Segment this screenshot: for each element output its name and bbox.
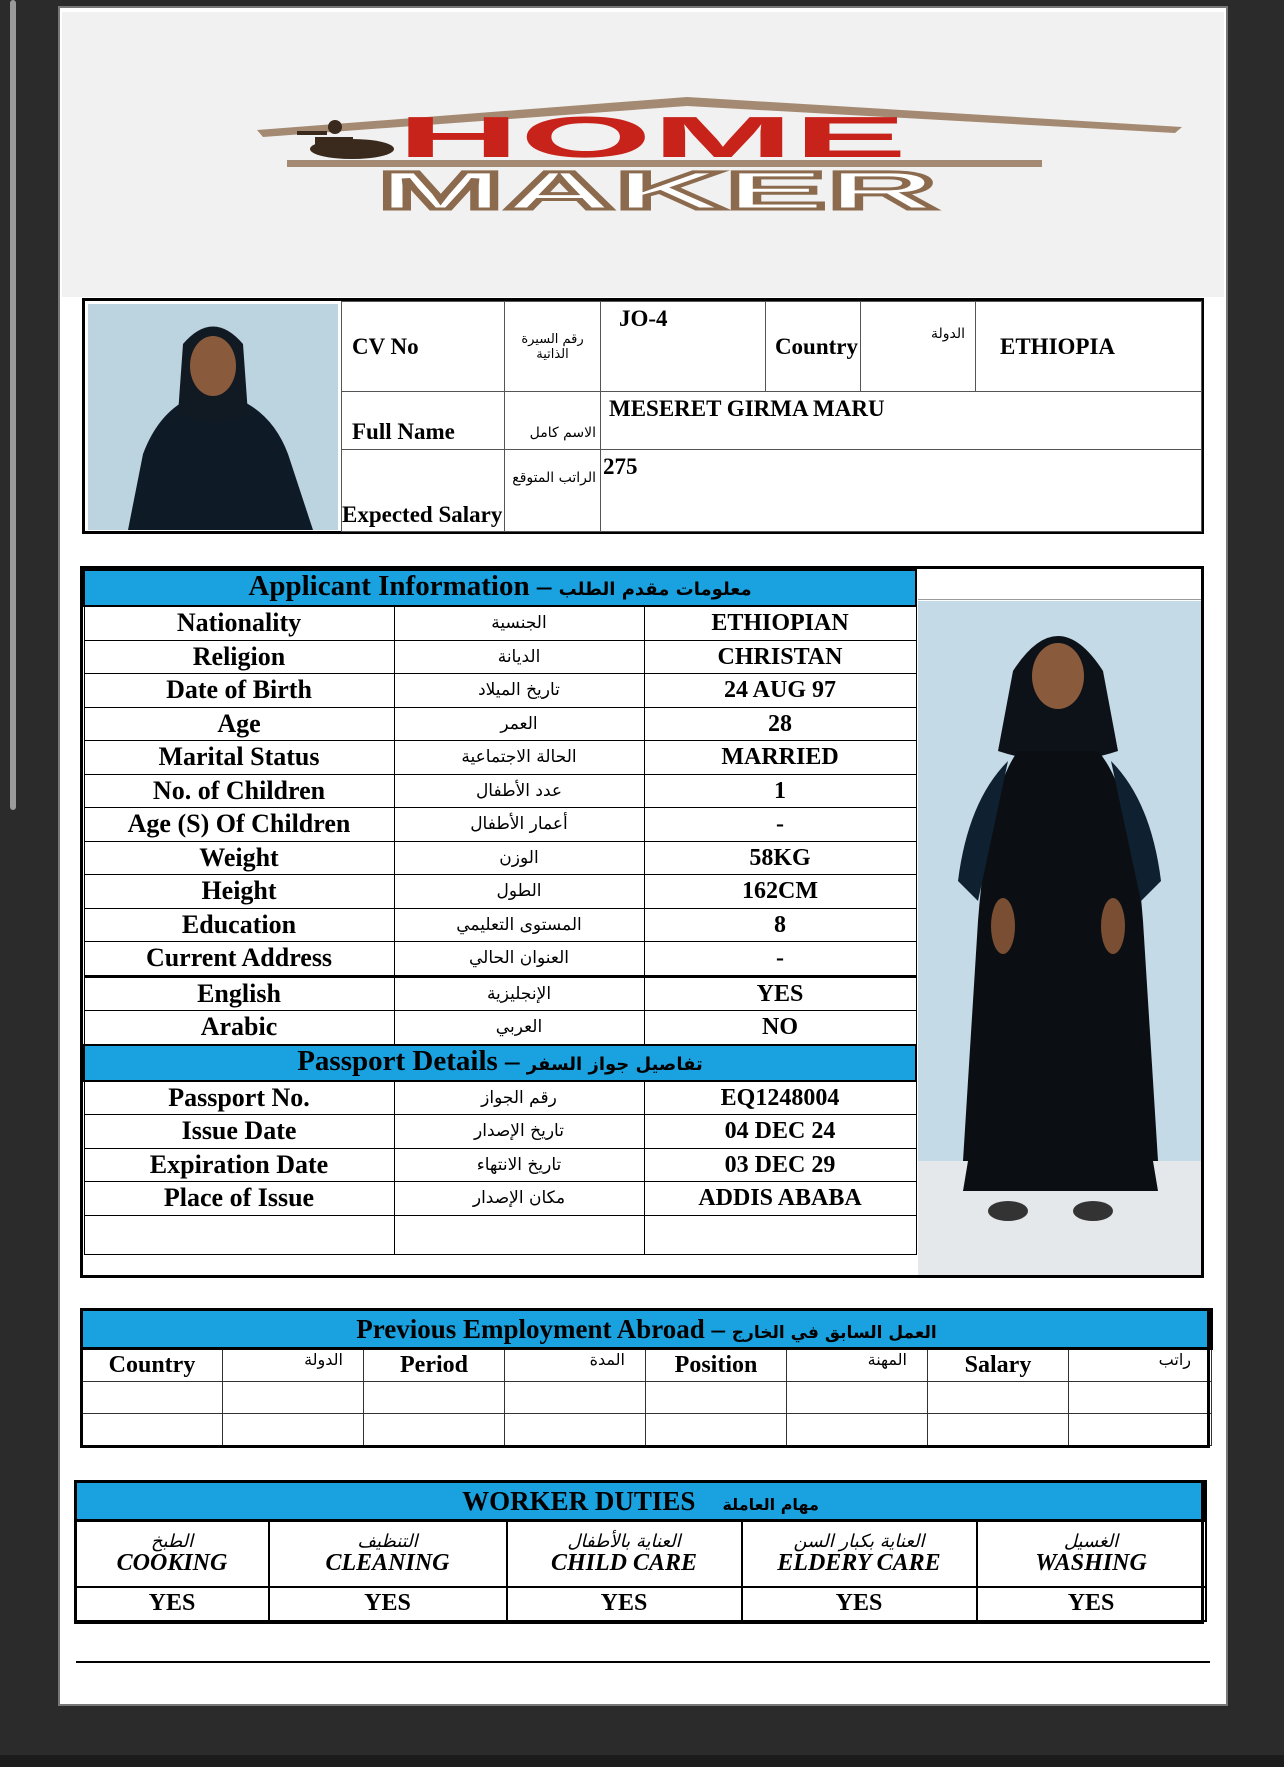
field-label: No. of Children xyxy=(84,774,394,808)
passport-blank-row xyxy=(84,1215,916,1254)
employment-header-row: Previous Employment Abroad – العمل السابق في الخارج xyxy=(82,1310,1212,1349)
field-label: Marital Status xyxy=(84,741,394,775)
full-body-photo xyxy=(918,601,1201,1275)
passport-value: 04 DEC 24 xyxy=(644,1115,916,1149)
duties-title: WORKER DUTIES xyxy=(462,1485,696,1516)
applicant-row xyxy=(84,674,916,708)
field-label: Arabic xyxy=(84,1011,394,1045)
passport-row xyxy=(84,1081,916,1115)
country-value: ETHIOPIA xyxy=(976,302,1202,392)
cv-no-label: CV No xyxy=(342,302,505,392)
field-value: 58KG xyxy=(644,841,916,875)
field-label: Religion xyxy=(84,640,394,674)
passport-label: Passport No. xyxy=(84,1081,394,1115)
expected-salary-label-ar: الراتب المتوقع xyxy=(505,450,601,532)
bottom-bar xyxy=(0,1755,1284,1767)
field-label: Weight xyxy=(84,841,394,875)
duty-cell xyxy=(977,1521,1206,1587)
duty-cell xyxy=(76,1521,269,1587)
passport-label: Issue Date xyxy=(84,1115,394,1149)
field-value: 28 xyxy=(644,707,916,741)
duty-value: YES xyxy=(76,1587,269,1621)
applicant-row xyxy=(84,640,916,674)
field-value: CHRISTAN xyxy=(644,640,916,674)
passport-row xyxy=(84,1182,916,1216)
field-label: Age xyxy=(84,707,394,741)
field-label-ar: الطول xyxy=(394,875,644,909)
home-maker-logo xyxy=(257,97,1187,237)
employment-column-label-ar: المهنة xyxy=(787,1349,928,1382)
employment-column-label-ar: الدولة xyxy=(223,1349,364,1382)
duties-header-row xyxy=(76,1482,1206,1521)
field-label: Nationality xyxy=(84,606,394,640)
duties-labels-row xyxy=(76,1521,1206,1587)
field-label: Height xyxy=(84,875,394,909)
field-value: NO xyxy=(644,1011,916,1045)
applicant-title-ar: معلومات مقدم الطلب xyxy=(558,579,752,600)
field-label-ar: أعمار الأطفال xyxy=(394,808,644,842)
duty-value: YES xyxy=(507,1587,742,1621)
passport-title: Passport Details xyxy=(297,1044,498,1077)
employment-columns-row xyxy=(82,1349,1212,1382)
profile-block xyxy=(82,298,1204,534)
cv-no-label-ar: رقم السيرة الذاتية xyxy=(505,302,601,392)
field-label: Current Address xyxy=(84,942,394,977)
field-label: Age (S) Of Children xyxy=(84,808,394,842)
expected-salary-value: 275 xyxy=(601,450,1202,532)
field-value: MARRIED xyxy=(644,741,916,775)
employment-empty-row xyxy=(82,1414,1212,1446)
duties-table xyxy=(74,1480,1207,1622)
passport-label: Expiration Date xyxy=(84,1148,394,1182)
applicant-row xyxy=(84,841,916,875)
field-label: Education xyxy=(84,908,394,942)
field-label-ar: العمر xyxy=(394,707,644,741)
passport-label-ar: تاريخ الإصدار xyxy=(394,1115,644,1149)
header-banner xyxy=(62,12,1224,297)
duties-title-ar: مهام العاملة xyxy=(722,1494,819,1514)
employment-column-label: Position xyxy=(646,1349,787,1382)
employment-column-label: Country xyxy=(82,1349,223,1382)
scrollbar[interactable] xyxy=(10,0,16,810)
passport-value: ADDIS ABABA xyxy=(644,1182,916,1216)
duty-value: YES xyxy=(269,1587,507,1621)
field-label-ar: الديانة xyxy=(394,640,644,674)
employment-column-label: Period xyxy=(364,1349,505,1382)
profile-grid xyxy=(341,301,1202,532)
cv-no-value: JO-4 xyxy=(601,302,766,392)
passport-value: 03 DEC 29 xyxy=(644,1148,916,1182)
applicant-row xyxy=(84,606,916,640)
applicant-row xyxy=(84,976,916,1011)
applicant-row xyxy=(84,741,916,775)
passport-label-ar: رقم الجواز xyxy=(394,1081,644,1115)
employment-table xyxy=(80,1308,1213,1446)
logo-maker-text: MAKER xyxy=(377,161,937,221)
passport-value: EQ1248004 xyxy=(644,1081,916,1115)
field-value: - xyxy=(644,808,916,842)
applicant-block xyxy=(80,566,1204,1278)
duty-value: YES xyxy=(742,1587,977,1621)
logo-home-text: HOME xyxy=(397,105,907,170)
employment-empty-row xyxy=(82,1382,1212,1414)
field-value: 1 xyxy=(644,774,916,808)
field-value: ETHIOPIAN xyxy=(644,606,916,640)
field-label-ar: المستوى التعليمي xyxy=(394,908,644,942)
employment-column-label-ar: المدة xyxy=(505,1349,646,1382)
passport-label-ar: تاريخ الانتهاء xyxy=(394,1148,644,1182)
applicant-row xyxy=(84,774,916,808)
duty-label-ar: الغسيل xyxy=(1063,1530,1119,1552)
applicant-title: Applicant Information xyxy=(248,570,530,602)
applicant-row xyxy=(84,908,916,942)
duty-label: WASHING xyxy=(1035,1549,1147,1576)
employment-column-label-ar: راتب xyxy=(1069,1349,1212,1382)
full-name-label: Full Name xyxy=(342,392,505,450)
field-value: 24 AUG 97 xyxy=(644,674,916,708)
applicant-row xyxy=(84,1011,916,1045)
field-label-ar: العربي xyxy=(394,1011,644,1045)
field-value: 162CM xyxy=(644,875,916,909)
field-value: YES xyxy=(644,976,916,1011)
applicant-table xyxy=(83,569,917,1255)
passport-header-row: Passport Details – تفاصيل جواز السفر xyxy=(84,1045,916,1081)
full-name-label-ar: الاسم كامل xyxy=(505,392,601,450)
field-label: Date of Birth xyxy=(84,674,394,708)
field-label-ar: عدد الأطفال xyxy=(394,774,644,808)
footer-rule xyxy=(76,1661,1210,1663)
applicant-header-row: Applicant Information – معلومات مقدم الطلب xyxy=(84,570,916,606)
duty-label: CLEANING xyxy=(325,1549,450,1576)
duty-label: COOKING xyxy=(116,1549,228,1576)
duty-label: CHILD CARE xyxy=(550,1549,698,1576)
field-label-ar: تاريخ الميلاد xyxy=(394,674,644,708)
passport-label: Place of Issue xyxy=(84,1182,394,1216)
passport-row xyxy=(84,1148,916,1182)
full-name-value: MESERET GIRMA MARU xyxy=(601,392,1202,450)
employment-title-ar: العمل السابق في الخارج xyxy=(731,1322,937,1343)
applicant-row xyxy=(84,875,916,909)
applicant-row xyxy=(84,808,916,842)
country-label: Country xyxy=(766,302,861,392)
field-value: - xyxy=(644,942,916,977)
passport-label-ar: مكان الإصدار xyxy=(394,1182,644,1216)
duty-label: ELDERY CARE xyxy=(777,1549,941,1576)
duty-label-ar: الطبخ xyxy=(150,1530,194,1552)
duty-value: YES xyxy=(977,1587,1206,1621)
field-label: English xyxy=(84,976,394,1011)
employment-title: Previous Employment Abroad xyxy=(356,1313,705,1344)
field-label-ar: الجنسية xyxy=(394,606,644,640)
duty-cell xyxy=(269,1521,507,1587)
duty-label-ar: العناية بالأطفال xyxy=(567,1530,681,1552)
duties-values-row xyxy=(76,1587,1206,1621)
duty-label-ar: التنظيف xyxy=(357,1530,418,1552)
field-label-ar: الحالة الاجتماعية xyxy=(394,741,644,775)
applicant-row xyxy=(84,707,916,741)
field-value: 8 xyxy=(644,908,916,942)
field-label-ar: الإنجليزية xyxy=(394,976,644,1011)
expected-salary-label: Expected Salary xyxy=(342,450,505,532)
duty-cell xyxy=(742,1521,977,1587)
photo-top-strip xyxy=(918,569,1201,600)
field-label-ar: الوزن xyxy=(394,841,644,875)
portrait-photo xyxy=(88,304,338,530)
applicant-row xyxy=(84,942,916,977)
passport-title-ar: تفاصيل جواز السفر xyxy=(526,1053,703,1075)
duty-label-ar: العناية بكبار السن xyxy=(793,1530,925,1552)
employment-column-label: Salary xyxy=(928,1349,1069,1382)
duty-cell xyxy=(507,1521,742,1587)
field-label-ar: العنوان الحالي xyxy=(394,942,644,977)
passport-row xyxy=(84,1115,916,1149)
country-label-ar: الدولة xyxy=(861,302,976,392)
